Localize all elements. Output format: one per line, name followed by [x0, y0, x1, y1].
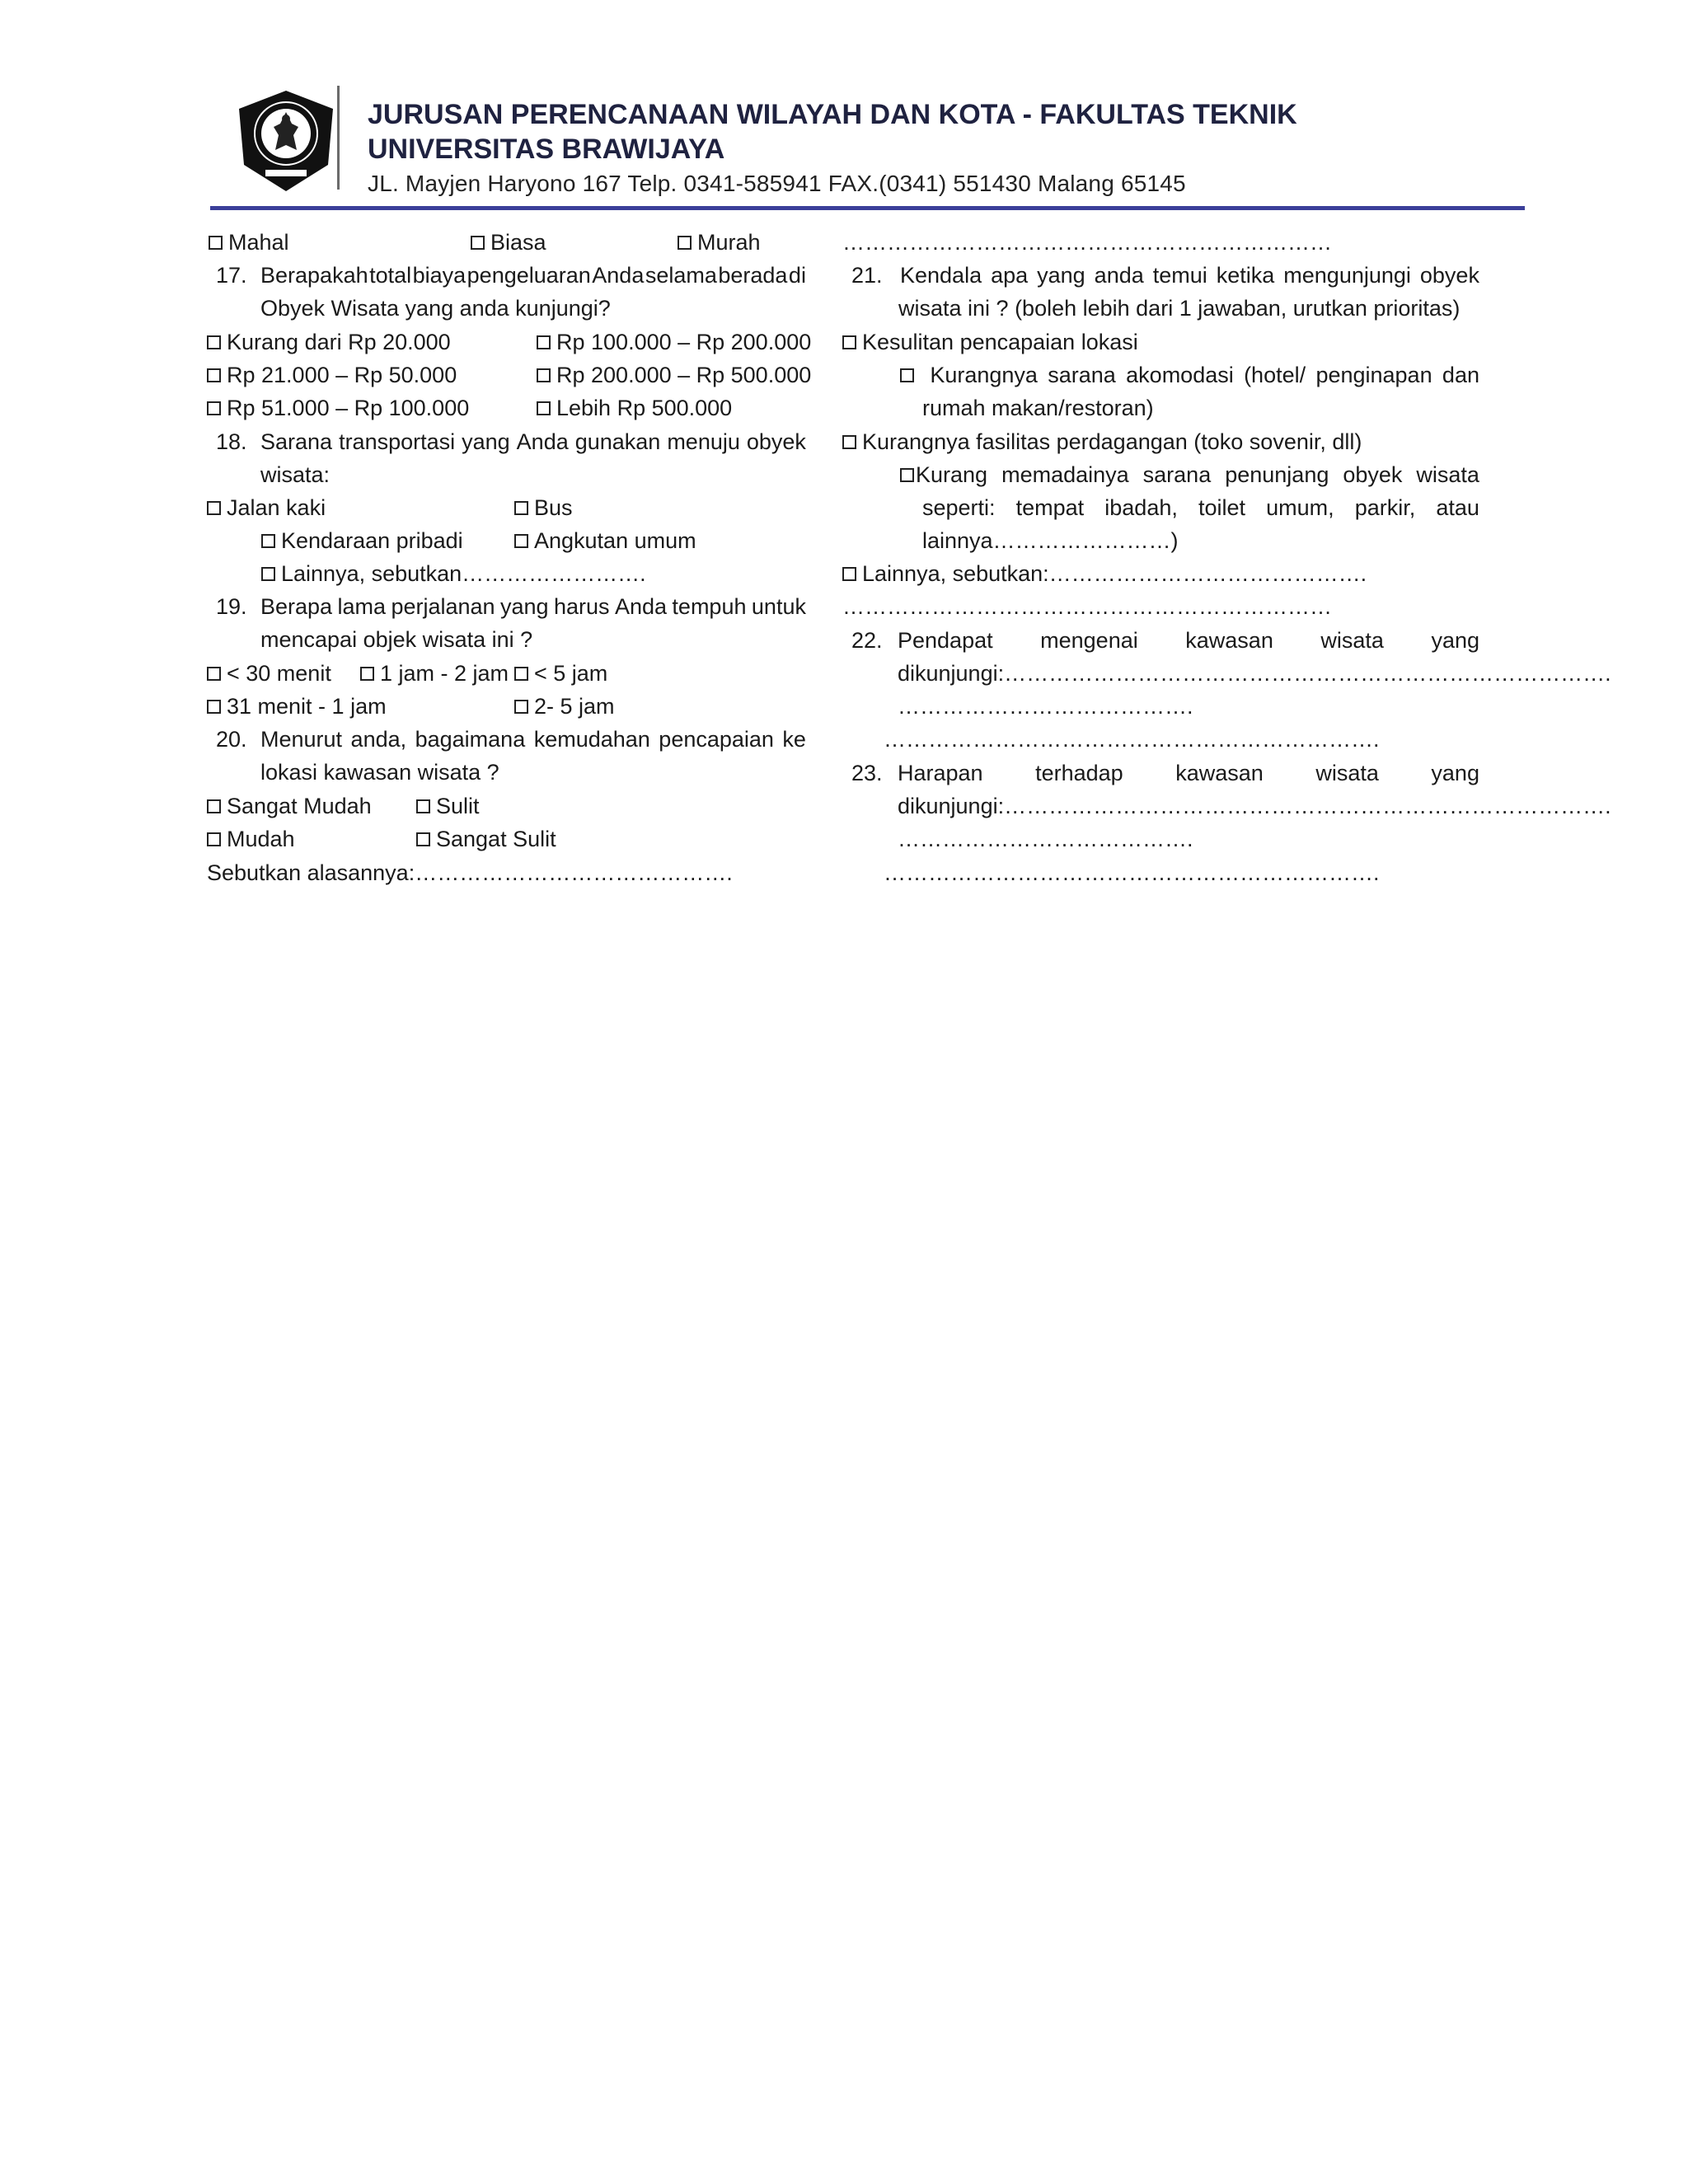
question-20-line1: Menurut anda, bagaimana kemudahan pencapaian ke: [260, 727, 806, 752]
option-label: Jalan kaki: [227, 495, 326, 520]
header-title-2: UNIVERSITAS BRAWIJAYA: [368, 134, 725, 165]
option-q17-2[interactable]: [537, 326, 811, 359]
option-label: < 30 menit: [227, 661, 331, 686]
question-18-line2: wisata:: [260, 462, 331, 487]
option-label: Biasa: [490, 230, 546, 255]
option-murah[interactable]: [678, 226, 761, 259]
checkbox[interactable]: [261, 534, 275, 548]
question-23-answer-1[interactable]: dikunjungi:……………………………………………………………………….: [898, 794, 1611, 818]
option-perdagangan[interactable]: [842, 425, 1362, 458]
checkbox[interactable]: [842, 567, 856, 581]
option-biasa[interactable]: [471, 226, 546, 259]
question-20-number: 20.: [216, 727, 247, 752]
option-penunjang-line2: seperti: tempat ibadah, toilet umum, parkir, atau: [922, 495, 1479, 520]
option-jalan-kaki[interactable]: [207, 491, 326, 524]
checkbox[interactable]: [207, 501, 221, 515]
checkbox[interactable]: [261, 567, 275, 581]
letterhead: [368, 97, 1297, 201]
question-19-line1: Berapa lama perjalanan yang harus Anda tempuh untuk: [260, 594, 806, 619]
option-label: Lainnya, sebutkan…………………….: [281, 561, 646, 586]
option-label: Sangat Mudah: [227, 794, 372, 818]
checkbox[interactable]: [537, 335, 551, 349]
option-label: Sangat Sulit: [436, 827, 556, 851]
option-akomodasi[interactable]: Kurangnya sarana akomodasi (hotel/ penginapan dan: [900, 359, 1479, 391]
option-lainnya-transport[interactable]: [261, 557, 646, 590]
option-q17-4[interactable]: [537, 359, 811, 391]
option-label: < 5 jam: [534, 661, 608, 686]
option-q17-1[interactable]: [207, 326, 451, 359]
option-label: Kurang dari Rp 20.000: [227, 330, 451, 354]
question-19-number: 19.: [216, 594, 247, 619]
question-19-line2: mencapai objek wisata ini ?: [260, 627, 533, 652]
option-kendaraan-pribadi[interactable]: [261, 524, 463, 557]
option-sangat-sulit[interactable]: [416, 823, 556, 855]
question-22-answer-3[interactable]: ………………………………………………………….: [884, 727, 1380, 752]
option-q19-2[interactable]: [360, 657, 509, 690]
option-q19-1[interactable]: [207, 657, 331, 690]
option-lainnya-kendala[interactable]: [842, 557, 1367, 590]
checkbox[interactable]: [842, 435, 856, 449]
option-label: Lainnya, sebutkan:…………………………………….: [862, 561, 1367, 586]
checkbox[interactable]: [514, 534, 528, 548]
option-label: Mahal: [228, 230, 289, 255]
university-logo: [232, 87, 340, 194]
header-divider: [337, 86, 340, 190]
question-17-line2: Obyek Wisata yang anda kunjungi?: [260, 296, 611, 321]
question-23-line1: Harapan terhadap kawasan wisata yang: [898, 761, 1479, 785]
option-penunjang-line3: lainnya……………………): [922, 528, 1179, 553]
option-bus[interactable]: [514, 491, 573, 524]
option-label: Rp 51.000 – Rp 100.000: [227, 396, 470, 420]
checkbox[interactable]: [514, 667, 528, 681]
checkbox[interactable]: [416, 799, 430, 813]
checkbox[interactable]: [207, 368, 221, 382]
option-label: Kendaraan pribadi: [281, 528, 463, 553]
question-21-line2: wisata ini ? (boleh lebih dari 1 jawaban, urutkan prioritas): [898, 296, 1461, 321]
checkbox[interactable]: [207, 335, 221, 349]
question-17-number: 17.: [216, 263, 247, 288]
question-17-line1: Berapakah total biaya pengeluaran Anda selama berada di: [260, 263, 806, 288]
option-kesulitan[interactable]: [842, 326, 1138, 359]
checkbox[interactable]: [209, 236, 223, 250]
option-label: Rp 200.000 – Rp 500.000: [556, 363, 812, 387]
checkbox[interactable]: [207, 667, 221, 681]
answer-line[interactable]: …………………………………………………………: [842, 230, 1332, 255]
header-title-1: JURUSAN PERENCANAAN WILAYAH DAN KOTA - FAKULTAS TEKNIK: [368, 99, 1297, 130]
question-20-line2: lokasi kawasan wisata ?: [260, 760, 499, 785]
answer-line[interactable]: …………………………………………………………: [842, 594, 1332, 619]
checkbox[interactable]: [900, 468, 914, 482]
checkbox[interactable]: [471, 236, 485, 250]
checkbox[interactable]: [360, 667, 374, 681]
option-mahal[interactable]: [209, 226, 289, 259]
option-sangat-mudah[interactable]: [207, 790, 372, 823]
option-label: Kesulitan pencapaian lokasi: [862, 330, 1138, 354]
option-akomodasi-line2: rumah makan/restoran): [922, 396, 1154, 420]
question-18-line1: Sarana transportasi yang Anda gunakan menuju obyek: [260, 429, 806, 454]
option-label: 1 jam - 2 jam: [380, 661, 509, 686]
checkbox[interactable]: [514, 700, 528, 714]
option-label: Kurangnya fasilitas perdagangan (toko sovenir, dll): [862, 429, 1362, 454]
question-21-line1: Kendala apa yang anda temui ketika mengunjungi obyek: [900, 263, 1479, 288]
question-23-number: 23.: [851, 761, 883, 785]
option-label: Mudah: [227, 827, 295, 851]
question-22-number: 22.: [851, 628, 883, 653]
question-23-answer-2[interactable]: ………………………………….: [898, 827, 1193, 851]
option-q19-3[interactable]: [514, 657, 607, 690]
checkbox[interactable]: [900, 368, 914, 382]
checkbox[interactable]: [207, 799, 221, 813]
option-label: 31 menit - 1 jam: [227, 694, 387, 719]
header-address: JL. Mayjen Haryono 167 Telp. 0341-585941 FAX.(0341) 551430 Malang 65145: [368, 171, 1186, 196]
checkbox[interactable]: [416, 832, 430, 846]
option-label: 2- 5 jam: [534, 694, 615, 719]
option-penunjang[interactable]: Kurang memadainya sarana penunjang obyek wisata: [900, 458, 1479, 491]
checkbox[interactable]: [842, 335, 856, 349]
checkbox[interactable]: [207, 700, 221, 714]
checkbox[interactable]: [514, 501, 528, 515]
option-label: Lebih Rp 500.000: [556, 396, 733, 420]
checkbox[interactable]: [207, 401, 221, 415]
option-label: Sulit: [436, 794, 480, 818]
checkbox[interactable]: [537, 368, 551, 382]
option-q19-5[interactable]: [514, 690, 615, 723]
checkbox[interactable]: [537, 401, 551, 415]
checkbox[interactable]: [678, 236, 692, 250]
question-22-answer-1[interactable]: dikunjungi:……………………………………………………………………….: [898, 661, 1611, 686]
option-angkutan-umum[interactable]: [514, 524, 696, 557]
option-q17-3[interactable]: [207, 359, 457, 391]
option-label: Angkutan umum: [534, 528, 696, 553]
question-23-answer-3[interactable]: ………………………………………………………….: [884, 860, 1380, 885]
question-21-number: 21.: [851, 263, 883, 288]
header-rule: [210, 206, 1525, 210]
option-label: Bus: [534, 495, 573, 520]
option-q17-6[interactable]: [537, 391, 732, 424]
option-label: Rp 100.000 – Rp 200.000: [556, 330, 812, 354]
option-label: Rp 21.000 – Rp 50.000: [227, 363, 457, 387]
option-q19-4[interactable]: [207, 690, 387, 723]
reason-field[interactable]: Sebutkan alasannya:…………………………………….: [207, 860, 733, 885]
option-sulit[interactable]: [416, 790, 480, 823]
option-q17-5[interactable]: [207, 391, 469, 424]
question-22-answer-2[interactable]: ………………………………….: [898, 694, 1193, 719]
option-mudah[interactable]: [207, 823, 295, 855]
question-18-number: 18.: [216, 429, 247, 454]
question-22-line1: Pendapat mengenai kawasan wisata yang: [898, 628, 1479, 653]
option-label: Murah: [697, 230, 761, 255]
checkbox[interactable]: [207, 832, 221, 846]
